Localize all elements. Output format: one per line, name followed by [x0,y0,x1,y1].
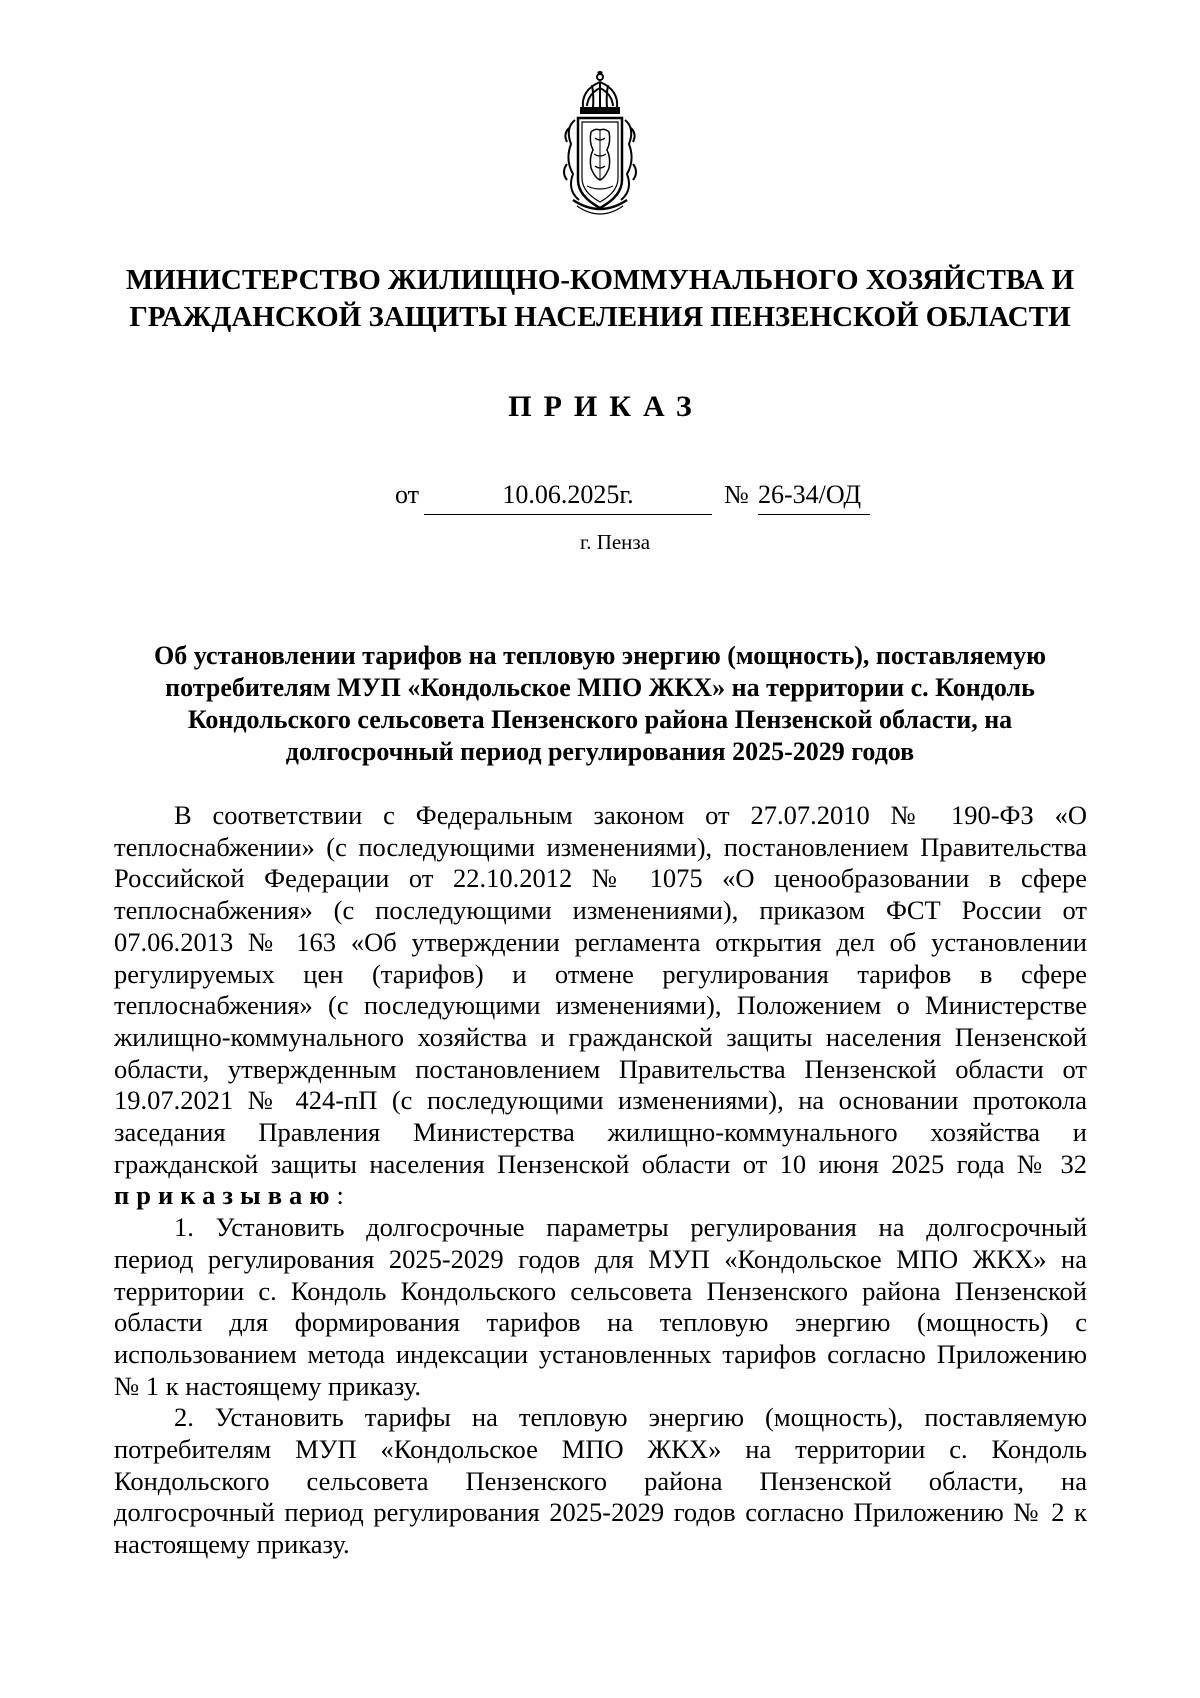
subject-line: долгосрочный период регулирования 2025-2029 годов [285,737,915,766]
ministry-name-line: ГРАЖДАНСКОЙ ЗАЩИТЫ НАСЕЛЕНИЯ ПЕНЗЕНСКОЙ ОБЛАСТИ [129,301,1071,333]
item-1-line: период регулирования 2025-2029 годов для МУП «Кондольское МПО ЖКХ» на [114,1243,1087,1274]
preamble-line: регулируемых цен (тарифов) и отмене регулирования тарифов в сфере [114,958,1087,989]
item-2-line: Кондольского сельсовета Пензенского района Пензенской области, на [114,1465,1087,1496]
preamble-line: Российской Федерации от 22.10.2012 № 1075 «О ценообразовании в сфере [114,863,1087,894]
preamble-line: заседания Правления Министерства жилищно-коммунального хозяйства и [114,1117,1087,1148]
item-1-line: области для формирования тарифов на тепловую энергию (мощность) с [114,1307,1087,1338]
document-body [114,800,1087,1561]
subject-line: потребителям МУП «Кондольское МПО ЖКХ» на территории с. Кондоль [165,673,1035,702]
item-2-line: настоящему приказу. [114,1529,350,1560]
date-prefix: от [395,480,420,509]
ministry-name-line: МИНИСТЕРСТВО ЖИЛИЩНО-КОММУНАЛЬНОГО ХОЗЯЙСТВА И [125,264,1075,296]
item-2-line: долгосрочный период регулирования 2025-2029 годов согласно Приложению № 2 к [114,1497,1087,1528]
city-name: г. Пенза [579,530,651,554]
item-1-line: использованием метода индексации установленных тарифов согласно Приложению [114,1338,1087,1369]
subject-line: Об установлении тарифов на тепловую энергию (мощность), поставляемую [154,641,1046,670]
order-word-colon: : [336,1180,344,1211]
document-type-title: ПРИКАЗ [508,390,704,423]
preamble-line: теплоснабжения» (с последующими изменениями), приказом ФСТ России от [114,895,1087,926]
item-1-line: территории с. Кондоль Кондольского сельсовета Пензенского района Пензенской [114,1275,1087,1306]
order-subject [110,640,1090,768]
order-word-line [114,1180,1087,1212]
coat-of-arms-icon [561,68,639,218]
preamble-line: В соответствии с Федеральным законом от 27.07.2010 № 190-ФЗ «О [174,800,1087,830]
ministry-name [110,262,1090,336]
preamble-line: 19.07.2021 № 424-пП (с последующими изменениями), на основании протокола [114,1085,1087,1116]
preamble-line: теплоснабжении» (с последующими изменениями), постановлением Правительства [114,831,1087,862]
subject-line: Кондольского сельсовета Пензенского района Пензенской области, на [187,705,1013,734]
preamble-line: гражданской защиты населения Пензенской области от 10 июня 2025 года № 32 [114,1148,1087,1179]
item-1-line: № 1 к настоящему приказу. [114,1370,421,1401]
item-2-line: 2. Установить тарифы на тепловую энергию (мощность), поставляемую [174,1402,1087,1433]
number-prefix: № [724,480,749,509]
order-date: 10.06.2025г. [424,478,712,515]
preamble-line: теплоснабжения» (с последующими изменениями), Положением о Министерстве [114,990,1087,1021]
preamble-line: области, утвержденным постановлением Правительства Пензенской области от [114,1053,1087,1084]
preamble-line: 07.06.2013 № 163 «Об утверждении регламента открытия дел об установлении [114,926,1087,957]
order-word: приказываю [114,1180,337,1211]
order-number: 26-34/ОД [758,478,870,515]
item-2-line: потребителям МУП «Кондольское МПО ЖКХ» на территории с. Кондоль [114,1434,1087,1465]
preamble-line: жилищно-коммунального хозяйства и гражданской защиты населения Пензенской [114,1021,1087,1052]
item-1-line: 1. Установить долгосрочные параметры регулирования на долгосрочный [174,1212,1087,1243]
